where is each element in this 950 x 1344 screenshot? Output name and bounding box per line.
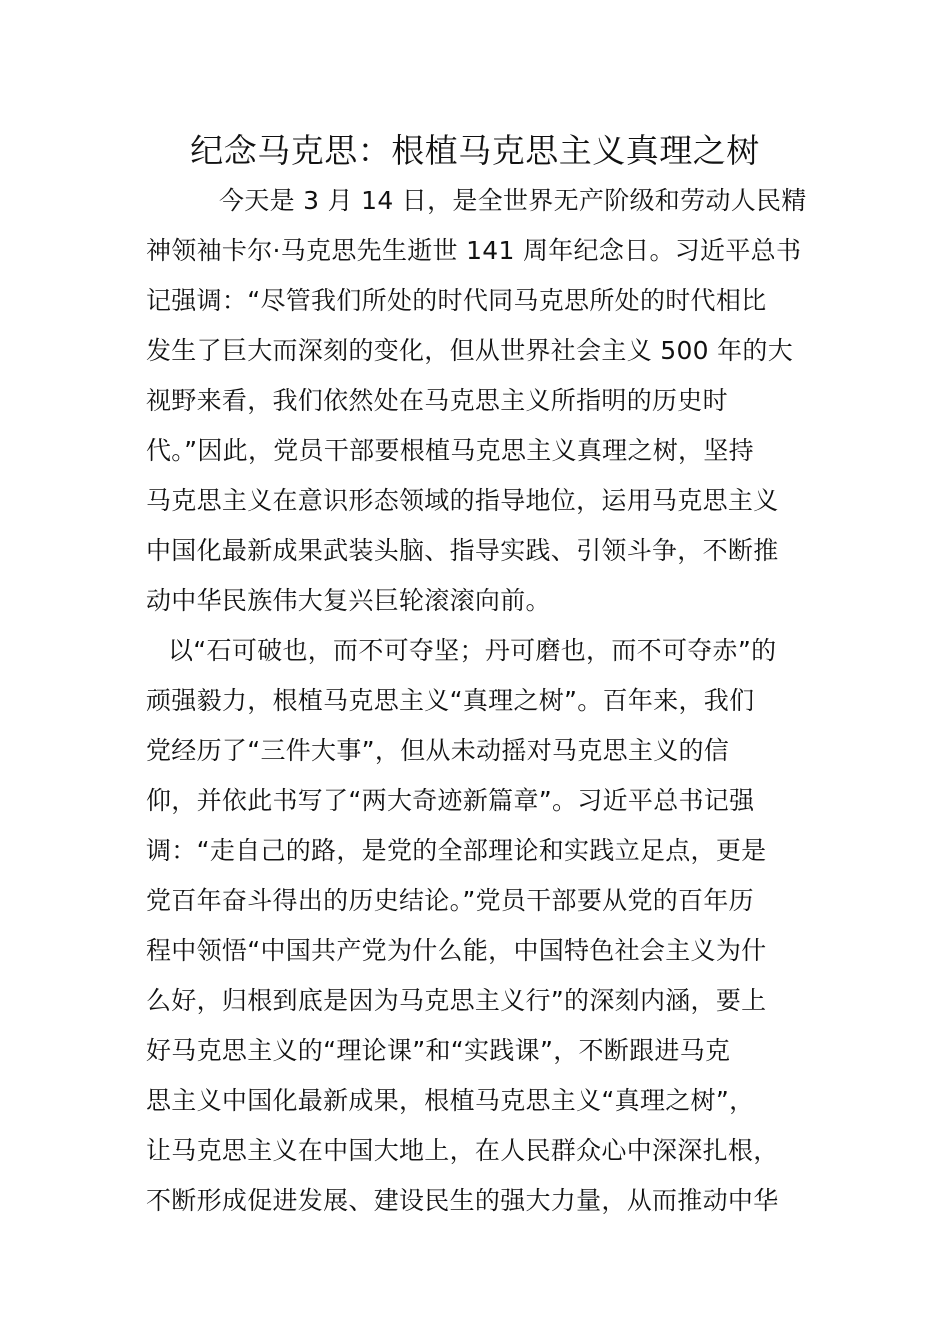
text-line: 仰，并依此书写了“两大奇迹新篇章”。习近平总书记强 — [146, 786, 755, 815]
text-line: 以“石可破也，而不可夺坚；丹可磨也，而不可夺赤”的 — [168, 636, 777, 665]
text-line: 程中领悟“中国共产党为什么能，中国特色社会主义为什 — [146, 936, 767, 965]
text-line: 让马克思主义在中国大地上，在人民群众心中深深扎根， — [146, 1136, 779, 1165]
text-line: 好马克思主义的“理论课”和“实践课”，不断跟进马克 — [146, 1036, 731, 1065]
text-line: 思主义中国化最新成果，根植马克思主义“真理之树”， — [146, 1086, 755, 1115]
text-line: 记强调：“尽管我们所处的时代同马克思所处的时代相比 — [146, 286, 767, 315]
text-line: 调：“走自己的路，是党的全部理论和实践立足点，更是 — [146, 836, 767, 865]
text-line: 党百年奋斗得出的历史结论。”党员干部要从党的百年历 — [146, 886, 754, 915]
text-line: 顽强毅力，根植马克思主义“真理之树”。百年来，我们 — [146, 686, 755, 715]
text-line: 发生了巨大而深刻的变化，但从世界社会主义 500 年的大 — [146, 336, 794, 365]
text-line: 党经历了“三件大事”，但从未动摇对马克思主义的信 — [146, 736, 730, 765]
text-line: 中国化最新成果武装头脑、指导实践、引领斗争，不断推 — [146, 536, 779, 565]
text-line: 今天是 3 月 14 日，是全世界无产阶级和劳动人民精 — [219, 186, 807, 215]
text-line: 不断形成促进发展、建设民生的强大力量，从而推动中华 — [146, 1186, 779, 1215]
text-line: 神领袖卡尔·马克思先生逝世 141 周年纪念日。习近平总书 — [146, 236, 802, 265]
text-line: 视野来看，我们依然处在马克思主义所指明的历史时 — [146, 386, 728, 415]
text-line: 代。”因此，党员干部要根植马克思主义真理之树，坚持 — [146, 436, 754, 465]
text-line: 马克思主义在意识形态领域的指导地位，运用马克思主义 — [146, 486, 779, 515]
document-title: 纪念马克思：根植马克思主义真理之树 — [190, 131, 760, 170]
text-line: 动中华民族伟大复兴巨轮滚滚向前。 — [146, 586, 551, 615]
text-line: 么好，归根到底是因为马克思主义行”的深刻内涵，要上 — [146, 986, 767, 1015]
